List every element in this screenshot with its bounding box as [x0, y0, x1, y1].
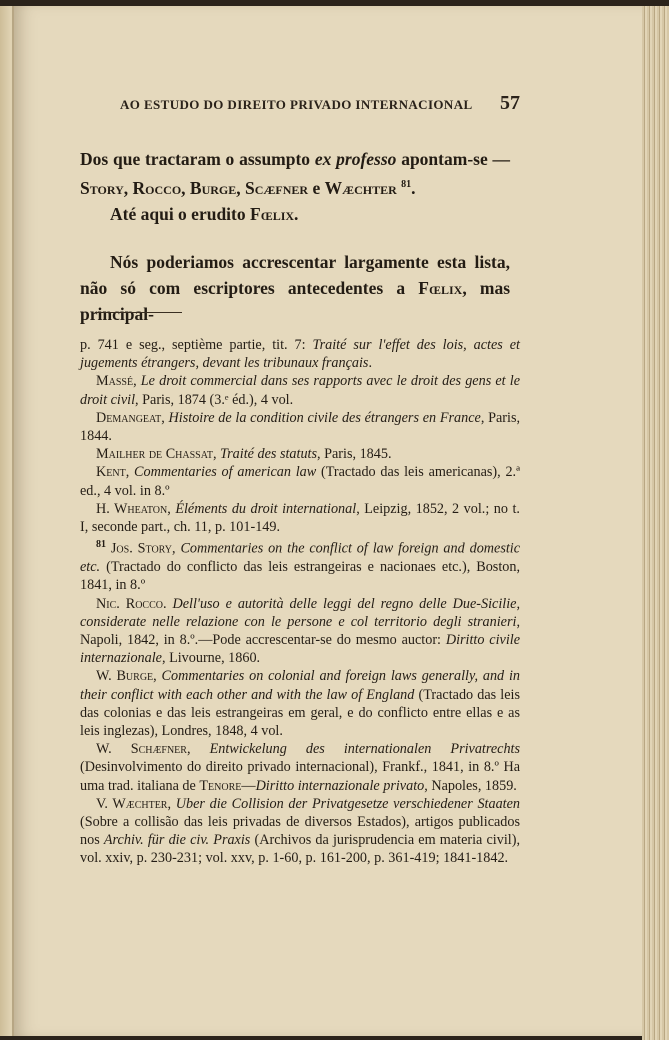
footnote-entry-waechter: V. Wæchter, Uber die Collision der Privatgesetze verschiedener Staaten (Sobre a collisão das leis privadas de diversos Estados), artigos publicados nos Archiv. für die civ. Praxis (Archivos da jurisprudencia em materia civil), vol. xxiv, p. 230-231; vol. xxv, p. 1-60, p. 161-200, p. 361-419; 1841-1842.: [80, 795, 520, 867]
footnotes: [80, 336, 520, 868]
page-number: 57: [500, 92, 520, 114]
footnote-ref-81: 81: [401, 179, 412, 190]
footnote-entry-kent: Kent, Commentaries of american law (Tractado das leis americanas), 2.ª ed., 4 vol. in 8.º: [80, 464, 521, 499]
paragraph-3: Nós poderiamos accrescentar largamente esta lista, não só com escriptores antecedentes a Fœlix, mas principal-: [80, 251, 511, 324]
footnote-continuation: p. 741 e seg., septième partie, tit. 7: Traité sur l'effet des lois, actes et jugements étrangers, devant les tribunaux français.: [80, 337, 521, 372]
page-edges: [642, 6, 669, 1040]
footnote-number: 81: [96, 539, 106, 551]
footnote-81: $^{81}$ Jos. Story, Commentaries on the conflict of law foreign and domestic etc. (Tractado do conflicto das leis estrangeiras e nacionaes etc.), Boston, 1841, in 8.º: [80, 539, 521, 594]
footnote-entry-rocco: Nic. Rocco. Dell'uso e autorità delle leggi del regno delle Due-Sicilie, considerate nelle relazione con le persone e col territorio degli stranieri, Napoli, 1842, in 8.º.—Pode accrescentar-se do mesmo auctor: Diritto civile internazionale, Livourne, 1860.: [80, 595, 521, 667]
footnote-entry-demangeat: Demangeat, Histoire de la condition civile des étrangers en France, Paris, 1844.: [80, 409, 521, 445]
running-title: AO ESTUDO DO DIREITO PRIVADO INTERNACIONAL: [120, 97, 473, 112]
paragraph-1: Dos que tractaram o assumpto ex professo apontam-se — Story, Rocco, Burge, Scæfner e Wæchter $^{81}$.: [80, 149, 511, 198]
footnote-entry-schaefner: W. Schæfner, Entwickelung des internationalen Privatrechts (Desinvolvimento do direito privado internacional), Frankf., 1841, in 8.º Ha uma trad. italiana de Tenore—Diritto internazionale privato, Napoles, 1859.: [80, 741, 521, 794]
footnote-entry-burge: W. Burge, Commentaries on colonial and foreign laws generally, and in their conflict with each other and with the law of England (Tractado das leis das colonias e das leis estrangeiras em geral, e do conflicto entre ellas e as leis inglezas), Londres, 1848, 4 vol.: [80, 668, 520, 739]
footnote-entry-mailher: Mailher de Chassat, Traité des statuts, Paris, 1845.: [96, 446, 392, 463]
footnote-rule: [96, 312, 182, 313]
main-text: [80, 146, 510, 327]
running-header: [120, 92, 520, 116]
footnote-entry-masse: Massé, Le droit commercial dans ses rapports avec le droit des gens et le droit civil, Paris, 1874 (3.ᵉ éd.), 4 vol.: [80, 373, 520, 408]
paragraph-2: Até aqui o erudito Fœlix.: [110, 203, 299, 224]
footnote-entry-wheaton: H. Wheaton, Éléments du droit international, Leipzig, 1852, 2 vol.; no t. I, seconde part., ch. 11, p. 101-149.: [80, 500, 520, 536]
